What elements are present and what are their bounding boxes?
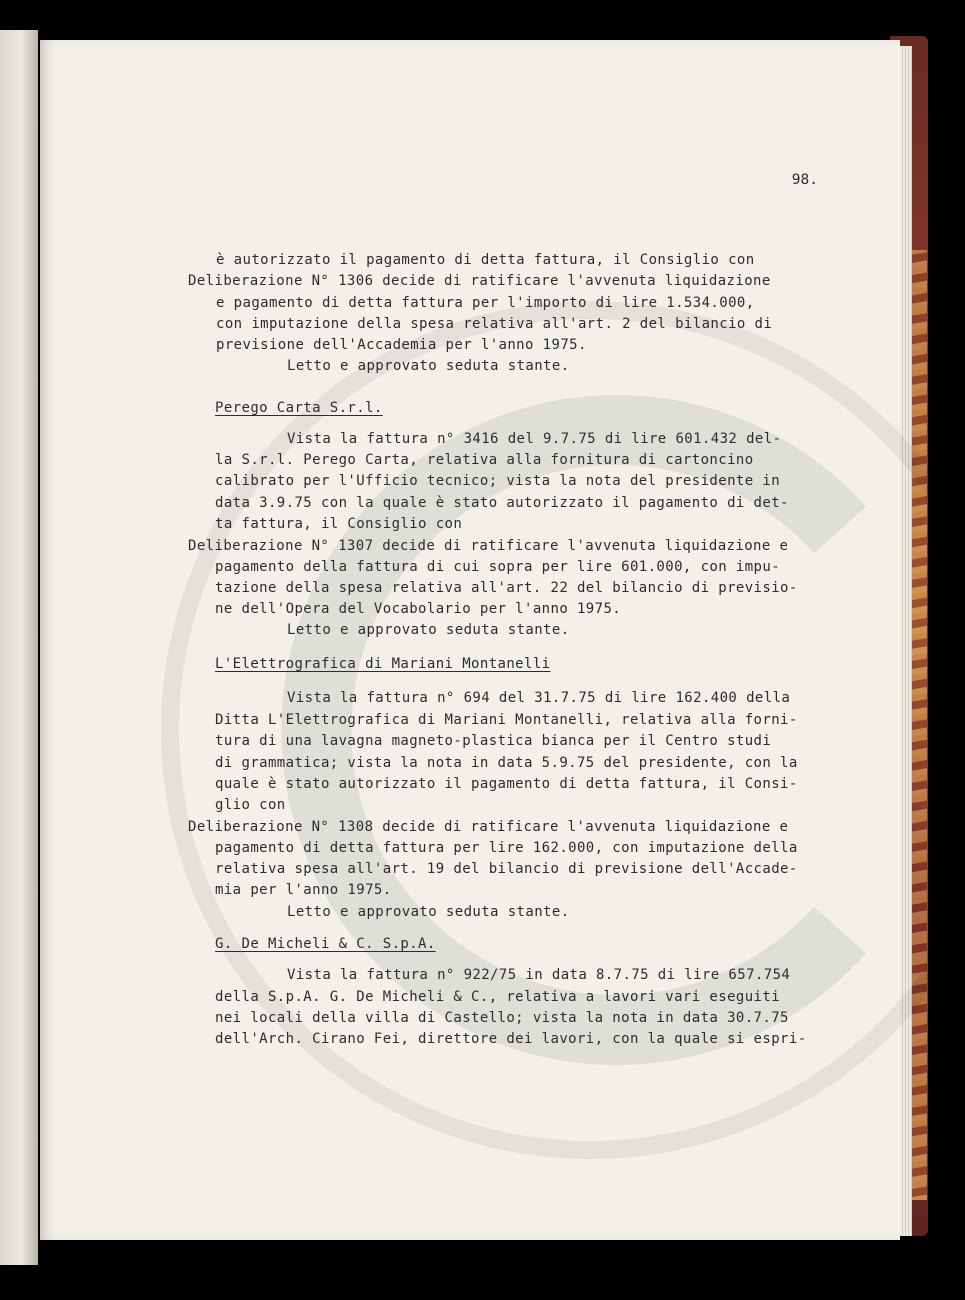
- text-line: con imputazione della spesa relativa all'art. 2 del bilancio di: [216, 316, 773, 332]
- document-page: [40, 40, 900, 1240]
- text-line: di grammatica; vista la nota in data 5.9.75 del presidente, con la: [215, 755, 798, 771]
- text-line: relativa spesa all'art. 19 del bilancio di previsione dell'Accade-: [215, 861, 798, 877]
- text-line: calibrato per l'Ufficio tecnico; vista la nota del presidente in: [215, 473, 781, 489]
- text-line: ta fattura, il Consiglio con: [215, 516, 463, 532]
- text-line: Deliberazione N° 1306 decide di ratificare l'avvenuta liquidazione: [188, 273, 771, 289]
- text-line: glio con: [215, 797, 286, 813]
- text-line: Deliberazione N° 1307 decide di ratificare l'avvenuta liquidazione e: [188, 538, 789, 554]
- text-line: Ditta L'Elettrografica di Mariani Montanelli, relativa alla forni-: [215, 712, 798, 728]
- text-line: Letto e approvato seduta stante.: [287, 358, 570, 374]
- text-line: tazione della spesa relativa all'art. 22 del bilancio di previsio-: [215, 580, 798, 596]
- text-line: della S.p.A. G. De Micheli & C., relativa a lavori vari eseguiti: [215, 989, 781, 1005]
- text-line: Deliberazione N° 1308 decide di ratificare l'avvenuta liquidazione e: [188, 819, 789, 835]
- text-line: e pagamento di detta fattura per l'importo di lire 1.534.000,: [216, 295, 755, 311]
- text-line: data 3.9.75 con la quale è stato autorizzato il pagamento di det-: [215, 495, 789, 511]
- text-line: dell'Arch. Cirano Fei, direttore dei lavori, con la quale si espri-: [215, 1031, 807, 1047]
- text-line: Vista la fattura n° 922/75 in data 8.7.75 di lire 657.754: [287, 967, 791, 983]
- facing-page-edge: [0, 30, 38, 1265]
- text-line: previsione dell'Accademia per l'anno 1975.: [216, 337, 587, 353]
- text-line: la S.r.l. Perego Carta, relativa alla fornitura di cartoncino: [215, 452, 754, 468]
- text-line: Letto e approvato seduta stante.: [287, 904, 570, 920]
- text-line: mia per l'anno 1975.: [215, 882, 392, 898]
- text-line: nei locali della villa di Castello; vista la nota in data 30.7.75: [215, 1010, 789, 1026]
- text-line: Vista la fattura n° 694 del 31.7.75 di lire 162.400 della: [287, 690, 791, 706]
- page-number: 98.: [791, 172, 818, 188]
- section-heading: L'Elettrografica di Mariani Montanelli: [215, 656, 551, 672]
- section-heading: Perego Carta S.r.l.: [215, 400, 383, 416]
- text-line: quale è stato autorizzato il pagamento di detta fattura, il Consi-: [215, 776, 798, 792]
- text-line: pagamento della fattura di cui sopra per lire 601.000, con impu-: [215, 559, 781, 575]
- text-line: è autorizzato il pagamento di detta fattura, il Consiglio con: [216, 252, 755, 268]
- section-heading: G. De Micheli & C. S.p.A.: [215, 936, 436, 952]
- text-line: tura di una lavagna magneto-plastica bianca per il Centro studi: [215, 733, 772, 749]
- text-line: ne dell'Opera del Vocabolario per l'anno 1975.: [215, 601, 622, 617]
- text-line: pagamento di detta fattura per lire 162.000, con imputazione della: [215, 840, 798, 856]
- text-line: Vista la fattura n° 3416 del 9.7.75 di lire 601.432 del-: [287, 431, 782, 447]
- text-line: Letto e approvato seduta stante.: [287, 622, 570, 638]
